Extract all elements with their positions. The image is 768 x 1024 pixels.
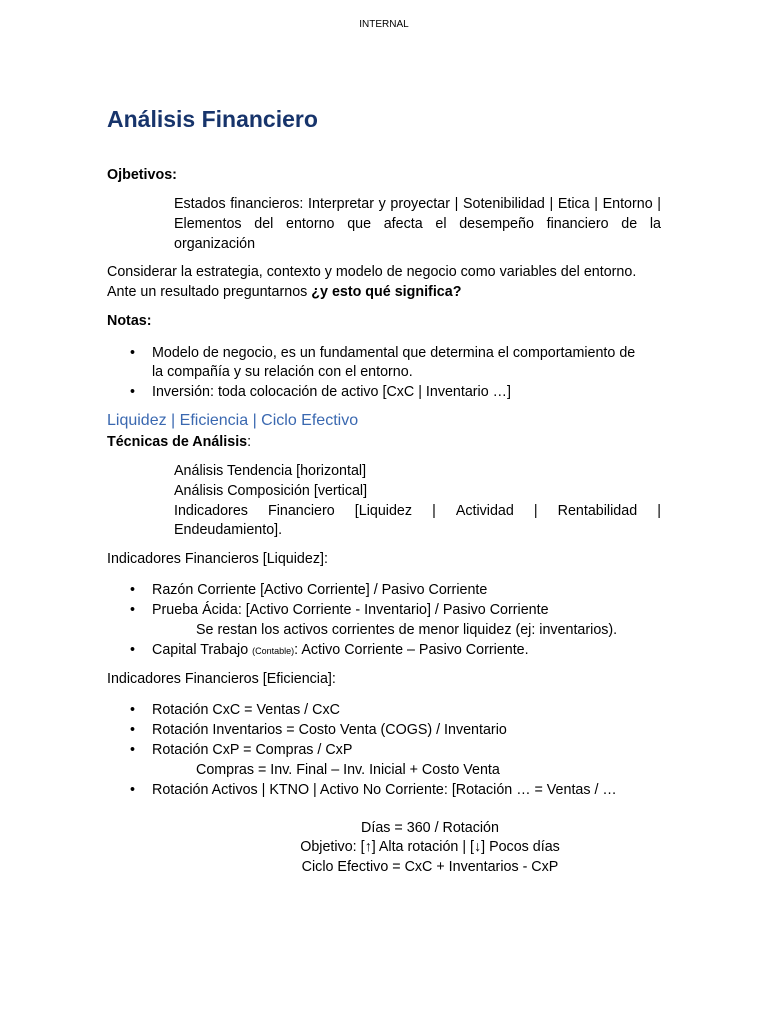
bullet-icon: • <box>130 345 136 361</box>
strategy-paragraph-line2 <box>107 282 461 302</box>
question-prefix: Ante un resultado preguntarnos <box>107 284 312 300</box>
bullet-icon: • <box>130 384 136 400</box>
tecnicas-heading-colon: : <box>247 434 252 450</box>
liquidez-bullet1: Razón Corriente [Activo Corriente] / Pasivo Corriente <box>152 582 488 598</box>
contable-note: (Contable) <box>252 646 295 656</box>
liquidez-bullet3 <box>152 640 529 661</box>
word: Rentabilidad <box>557 503 638 519</box>
word: | <box>657 503 661 519</box>
tecnicas-heading <box>107 432 251 452</box>
tecnica-item: Análisis Composición [vertical] <box>174 483 368 499</box>
capital-trabajo-suffix: : Activo Corriente – Pasivo Corriente. <box>294 642 529 658</box>
eficiencia-bullet3-sub: Compras = Inv. Final – Inv. Inicial + Costo Venta <box>196 762 500 778</box>
tecnica-item-indicadores <box>174 501 661 521</box>
bullet-icon: • <box>130 702 136 718</box>
formula-objetivo: Objetivo: [↑] Alta rotación | [↓] Pocos días <box>300 839 560 855</box>
formula-dias: Días = 360 / Rotación <box>361 820 499 836</box>
page-label: INTERNAL <box>359 19 409 30</box>
liquidez-heading: Indicadores Financieros [Liquidez]: <box>107 551 328 567</box>
word: Actividad <box>455 503 514 519</box>
word: | <box>432 503 436 519</box>
word: Financiero <box>267 503 335 519</box>
key-question: ¿y esto qué significa? <box>311 284 462 300</box>
tecnica-item: Análisis Tendencia [horizontal] <box>174 463 367 479</box>
eficiencia-bullet1: Rotación CxC = Ventas / CxC <box>152 702 340 718</box>
eficiencia-heading: Indicadores Financieros [Eficiencia]: <box>107 671 336 687</box>
bullet-icon: • <box>130 742 136 758</box>
notas-heading: Notas: <box>107 313 152 329</box>
notas-bullet2: Inversión: toda colocación de activo [CxC | Inventario …] <box>152 384 511 400</box>
eficiencia-bullet3: Rotación CxP = Compras / CxP <box>152 742 353 758</box>
bullet-icon: • <box>130 602 136 618</box>
bullet-icon: • <box>130 782 136 798</box>
tecnica-item-line2: Endeudamiento]. <box>174 522 283 538</box>
bullet-icon: • <box>130 582 136 598</box>
strategy-paragraph-line1: Considerar la estrategia, contexto y modelo de negocio como variables del entorno. <box>107 264 637 280</box>
page-title: Análisis Financiero <box>107 106 318 132</box>
eficiencia-bullet4: Rotación Activos | KTNO | Activo No Corriente: [Rotación … = Ventas / … <box>152 782 617 798</box>
objetivos-heading: Ojbetivos: <box>107 167 177 183</box>
notas-bullet1-line2: la compañía y su relación con el entorno. <box>152 364 413 380</box>
capital-trabajo-prefix: Capital Trabajo <box>152 642 253 658</box>
section-heading-liquidez-eficiencia: Liquidez | Eficiencia | Ciclo Efectivo <box>107 412 359 429</box>
bullet-icon: • <box>130 722 136 738</box>
tecnicas-heading-text: Técnicas de Análisis <box>107 434 248 450</box>
notas-bullet1-line1: Modelo de negocio, es un fundamental que determina el comportamiento de <box>152 345 636 361</box>
liquidez-bullet2: Prueba Ácida: [Activo Corriente - Inventario] / Pasivo Corriente <box>152 602 549 618</box>
objetivos-body: Estados financieros: Interpretar y proyectar | Sotenibilidad | Etica | Entorno | Elementos del entorno que afecta el desempeño financiero de la organización <box>174 196 661 252</box>
bullet-icon: • <box>130 642 136 658</box>
eficiencia-bullet2: Rotación Inventarios = Costo Venta (COGS) / Inventario <box>152 722 507 738</box>
word: Indicadores <box>174 503 248 519</box>
word: | <box>533 503 538 519</box>
formula-ciclo-efectivo: Ciclo Efectivo = CxC + Inventarios - CxP <box>301 859 559 875</box>
liquidez-bullet2-sub: Se restan los activos corrientes de menor liquidez (ej: inventarios). <box>196 622 618 638</box>
word: [Liquidez <box>354 503 413 519</box>
